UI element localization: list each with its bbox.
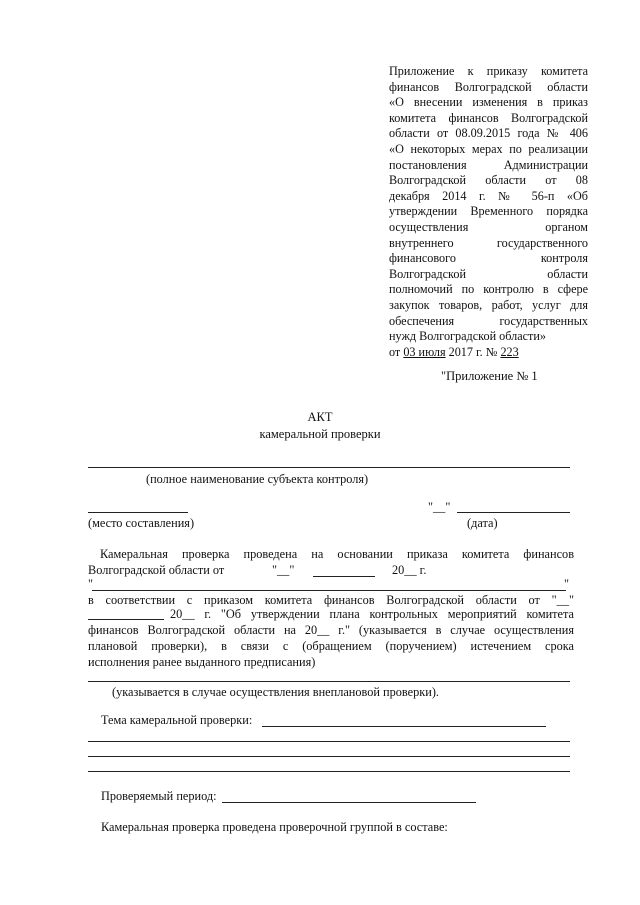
annex-line: комитета финансов Волгоградской bbox=[389, 110, 588, 125]
topic-label: Тема камеральной проверки: bbox=[101, 713, 253, 727]
group-label: Камеральная проверка проведена проверочной группой в составе: bbox=[101, 820, 448, 834]
annex-line: области от 08.09.2015 года № 406 bbox=[389, 126, 588, 141]
para-line: в соответствии с приказом комитета финансов Волгоградской области от "__" bbox=[88, 593, 574, 607]
annex-line: «О некоторых мерах по реализации bbox=[389, 141, 588, 156]
appendix-label: "Приложение № 1 bbox=[441, 369, 538, 383]
plan-paragraph-cont bbox=[170, 606, 574, 622]
para-line: плановой проверки), в связи с (обращением (поручением) истечением срока bbox=[88, 639, 574, 654]
act-title: АКТ bbox=[307, 410, 333, 424]
order-name-line bbox=[92, 590, 566, 591]
annex-line: Волгоградской области bbox=[389, 266, 588, 281]
para-line: исполнения ранее выданного предписания) bbox=[88, 655, 316, 670]
annex-line: нужд Волгоградской области» bbox=[389, 329, 546, 344]
act-subtitle: камеральной проверки bbox=[259, 427, 381, 441]
basis-paragraph bbox=[88, 546, 574, 562]
topic-line bbox=[88, 756, 570, 757]
annex-line: «О внесении изменения в приказ bbox=[389, 95, 588, 110]
annex-order-number: 223 bbox=[500, 344, 519, 359]
annex-date-day-month: 03 июля bbox=[403, 344, 446, 359]
para-year: 20__ г. bbox=[392, 563, 427, 577]
annex-line: финансового контроля bbox=[389, 251, 588, 266]
para-date-quote: "__" bbox=[272, 563, 295, 577]
annex-line: внутреннего государственного bbox=[389, 235, 588, 250]
date-quotes: "__" bbox=[428, 500, 451, 514]
annex-line: декабря 2014 г. № 56-п «Об bbox=[389, 188, 588, 203]
annex-order-date bbox=[389, 345, 588, 361]
annex-date-year: 2017 г. № bbox=[448, 344, 498, 359]
para-line: Волгоградской области от bbox=[88, 563, 225, 577]
annex-line: Волгоградской области от 08 bbox=[389, 173, 588, 188]
subject-line bbox=[88, 467, 570, 468]
annex-line: закупок товаров, работ, услуг для bbox=[389, 297, 588, 312]
para-date-blank bbox=[313, 576, 375, 577]
annex-line: полномочий по контролю в сфере bbox=[389, 282, 588, 297]
topic-line bbox=[262, 726, 546, 727]
date-line bbox=[457, 512, 570, 513]
annex-line: утверждении Временного порядка bbox=[389, 204, 588, 219]
annex-line: постановления Администрации bbox=[389, 157, 588, 172]
quote-close: " bbox=[564, 577, 570, 591]
para-line: Камеральная проверка проведена на основании приказа комитета финансов bbox=[100, 547, 574, 561]
period-label: Проверяемый период: bbox=[101, 789, 217, 803]
period-line bbox=[222, 802, 476, 803]
annex-header bbox=[389, 64, 588, 360]
para-line: 20__ г. "Об утверждении плана контрольных мероприятий комитета bbox=[170, 607, 574, 621]
para-line: финансов Волгоградской области на 20__ г." (указывается в случае осуществления bbox=[88, 623, 574, 637]
place-line bbox=[88, 512, 188, 513]
annex-line: осуществления органом bbox=[389, 219, 588, 234]
topic-line bbox=[88, 771, 570, 772]
annex-date-prefix: от bbox=[389, 344, 401, 359]
place-caption: (место составления) bbox=[88, 516, 195, 530]
annex-line: финансов Волгоградской области bbox=[389, 79, 588, 94]
topic-line bbox=[88, 741, 570, 742]
plan-paragraph-rest bbox=[88, 622, 574, 671]
date-caption: (дата) bbox=[467, 516, 498, 530]
subject-caption: (полное наименование субъекта контроля) bbox=[146, 472, 369, 486]
unplanned-line bbox=[88, 681, 570, 682]
plan-date-blank bbox=[88, 619, 164, 620]
annex-line: Приложение к приказу комитета bbox=[389, 64, 588, 78]
quote-open: " bbox=[88, 577, 94, 591]
annex-line: обеспечения государственных bbox=[389, 313, 588, 328]
unplanned-caption: (указывается в случае осуществления внеплановой проверки). bbox=[112, 685, 439, 699]
